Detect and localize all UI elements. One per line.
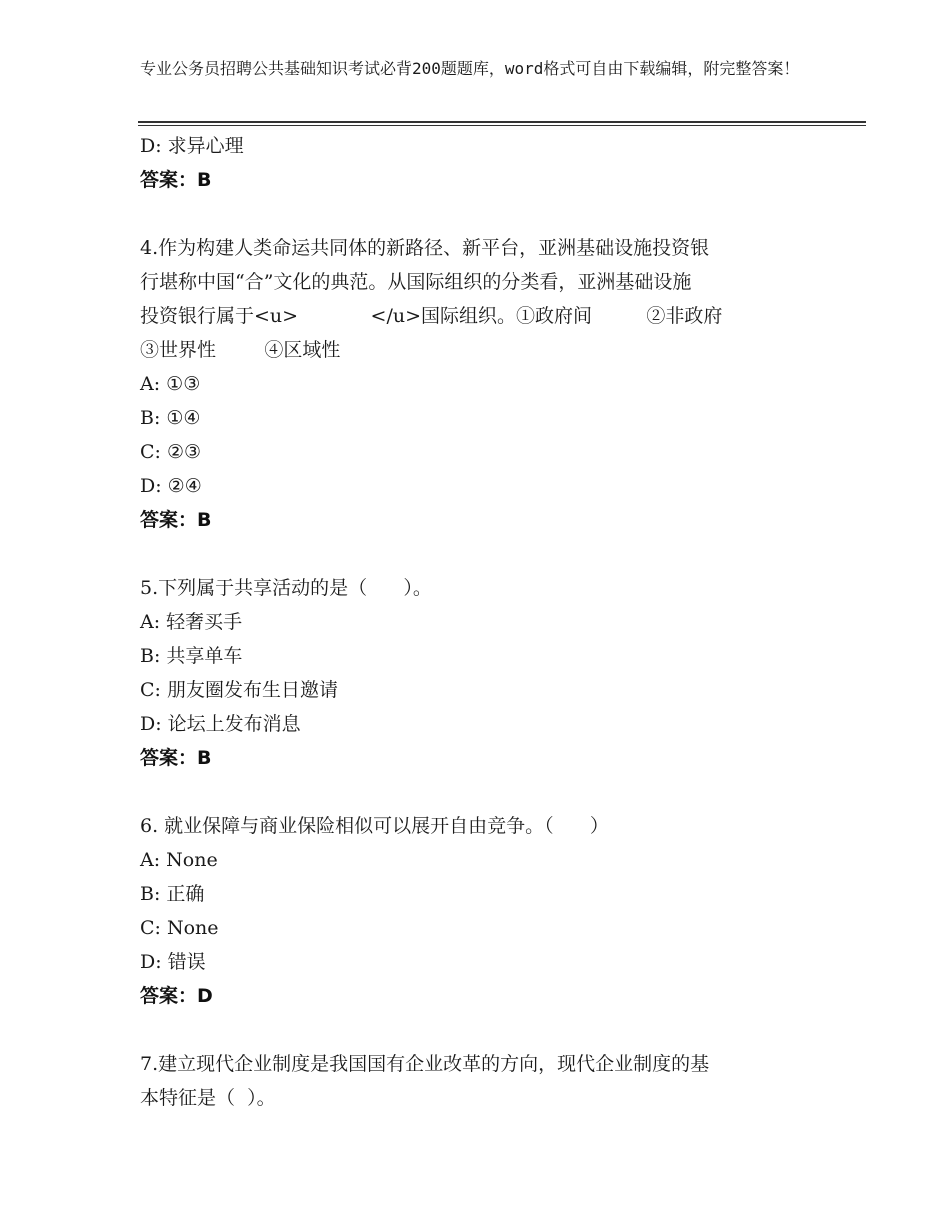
q6-option-d: D: 错误 xyxy=(140,951,206,973)
q5-answer: 答案：B xyxy=(140,747,212,769)
q6-answer: 答案：D xyxy=(140,985,213,1007)
q4-stem-line: 行堪称中国“合”文化的典范。从国际组织的分类看，亚洲基础设施 xyxy=(140,271,692,293)
header-rule-thick xyxy=(138,121,866,123)
q5-option-d: D: 论坛上发布消息 xyxy=(140,713,301,735)
q4-option-c: C: ②③ xyxy=(140,441,202,463)
spacer xyxy=(140,537,810,571)
question-content xyxy=(140,129,810,1115)
q4-stem-line: ③世界性 ④区域性 xyxy=(140,339,341,361)
q4-option-d: D: ②④ xyxy=(140,475,202,497)
q7-stem-line: 本特征是（ ）。 xyxy=(140,1087,276,1109)
page-header: 专业公务员招聘公共基础知识考试必背200题题库，word格式可自由下载编辑，附完整答案！ xyxy=(140,59,800,78)
q5-option-c: C: 朋友圈发布生日邀请 xyxy=(140,679,338,701)
q3-answer: 答案：B xyxy=(140,169,212,191)
spacer xyxy=(140,775,810,809)
header-rule-thin xyxy=(138,125,866,126)
q5-option-a: A: 轻奢买手 xyxy=(140,611,243,633)
q6-option-b: B: 正确 xyxy=(140,883,205,905)
q5-option-b: B: 共享单车 xyxy=(140,645,243,667)
q6-option-c: C: None xyxy=(140,917,219,939)
q4-option-b: B: ①④ xyxy=(140,407,201,429)
spacer xyxy=(140,1013,810,1047)
q5-stem: 5.下列属于共享活动的是（ ）。 xyxy=(140,577,432,599)
q3-option-d: D: 求异心理 xyxy=(140,135,244,157)
q4-stem xyxy=(140,231,810,367)
q4-stem-line: 投资银行属于<u> </u>国际组织。①政府间 ②非政府 xyxy=(140,305,723,327)
spacer xyxy=(140,197,810,231)
q6-stem: 6. 就业保障与商业保险相似可以展开自由竞争。（ ） xyxy=(140,815,609,837)
q4-stem-line: 4.作为构建人类命运共同体的新路径、新平台，亚洲基础设施投资银 xyxy=(140,237,710,259)
q6-option-a: A: None xyxy=(140,849,218,871)
q7-stem xyxy=(140,1047,810,1115)
q7-stem-line: 7.建立现代企业制度是我国国有企业改革的方向，现代企业制度的基 xyxy=(140,1053,710,1075)
q4-option-a: A: ①③ xyxy=(140,373,201,395)
q4-answer: 答案：B xyxy=(140,509,212,531)
